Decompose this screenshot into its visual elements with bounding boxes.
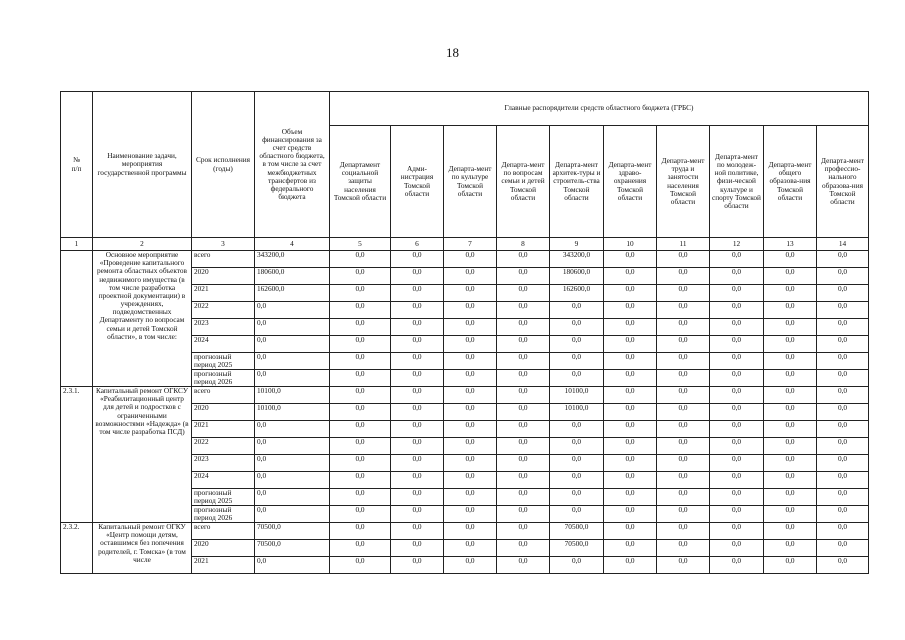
grbs-value-cell: 0,0	[604, 251, 657, 268]
column-number: 10	[604, 238, 657, 251]
grbs-value-cell: 343200,0	[550, 251, 604, 268]
grbs-value-cell: 0,0	[391, 489, 444, 506]
grbs-value-cell: 0,0	[391, 472, 444, 489]
grbs-value-cell: 0,0	[657, 319, 710, 336]
period-cell: прогнозный период 2026	[192, 370, 255, 387]
grbs-value-cell: 0,0	[444, 251, 497, 268]
volume-cell: 0,0	[255, 472, 330, 489]
period-cell: 2022	[192, 438, 255, 455]
grbs-value-cell: 0,0	[657, 557, 710, 574]
grbs-value-cell: 0,0	[657, 251, 710, 268]
header-grbs-10: Департа-мент профессио-нального образова-ния Томской области	[817, 126, 869, 238]
grbs-value-cell: 0,0	[497, 268, 550, 285]
volume-cell: 0,0	[255, 336, 330, 353]
column-number: 6	[391, 238, 444, 251]
column-number: 1	[61, 238, 93, 251]
grbs-value-cell: 0,0	[550, 506, 604, 523]
grbs-value-cell: 0,0	[604, 353, 657, 370]
column-number: 8	[497, 238, 550, 251]
period-cell: 2023	[192, 455, 255, 472]
grbs-value-cell: 0,0	[330, 268, 391, 285]
grbs-value-cell: 0,0	[657, 472, 710, 489]
grbs-value-cell: 0,0	[330, 421, 391, 438]
grbs-value-cell: 162600,0	[550, 285, 604, 302]
table-header	[61, 92, 869, 251]
volume-cell: 0,0	[255, 421, 330, 438]
grbs-value-cell: 0,0	[444, 523, 497, 540]
grbs-value-cell: 0,0	[710, 302, 764, 319]
grbs-value-cell: 0,0	[444, 421, 497, 438]
grbs-value-cell: 0,0	[817, 438, 869, 455]
task-name: Капитальный ремонт ОГКУ «Центр помощи детям, оставшимся без попечения родителей, г. Томска» (в том числе	[93, 523, 192, 574]
grbs-value-cell: 0,0	[657, 336, 710, 353]
table-body	[61, 251, 869, 574]
grbs-value-cell: 0,0	[604, 404, 657, 421]
grbs-value-cell: 0,0	[817, 404, 869, 421]
grbs-value-cell: 0,0	[710, 438, 764, 455]
header-grbs-1: Департамент социальной защиты населения Томской области	[330, 126, 391, 238]
header-grbs-6: Департа-мент здраво-охранения Томской области	[604, 126, 657, 238]
grbs-value-cell: 0,0	[604, 557, 657, 574]
period-cell: 2021	[192, 285, 255, 302]
grbs-value-cell: 0,0	[391, 557, 444, 574]
grbs-value-cell: 0,0	[604, 336, 657, 353]
task-name: Основное мероприятие «Проведение капитального ремонта областных объектов недвижимого имущества (в том числе разработка проектной документации) в учреждениях, подведомственных Департаменту по вопросам семьи и детей Томской области», в том числе:	[93, 251, 192, 387]
volume-cell: 0,0	[255, 506, 330, 523]
column-number: 9	[550, 238, 604, 251]
grbs-value-cell: 0,0	[497, 472, 550, 489]
grbs-value-cell: 0,0	[497, 404, 550, 421]
grbs-value-cell: 0,0	[657, 506, 710, 523]
grbs-value-cell: 0,0	[817, 319, 869, 336]
grbs-value-cell: 0,0	[391, 506, 444, 523]
grbs-value-cell: 0,0	[391, 455, 444, 472]
grbs-value-cell: 0,0	[444, 387, 497, 404]
grbs-value-cell: 0,0	[817, 336, 869, 353]
grbs-value-cell: 0,0	[391, 387, 444, 404]
grbs-value-cell: 0,0	[604, 438, 657, 455]
grbs-value-cell: 0,0	[817, 472, 869, 489]
header-grbs-8: Департа-мент по молодеж-ной политике, физи-ческой культуре и спорту Томской области	[710, 126, 764, 238]
volume-cell: 0,0	[255, 438, 330, 455]
grbs-value-cell: 0,0	[391, 404, 444, 421]
grbs-value-cell: 0,0	[444, 319, 497, 336]
grbs-value-cell: 0,0	[550, 302, 604, 319]
grbs-value-cell: 0,0	[330, 404, 391, 421]
volume-cell: 0,0	[255, 557, 330, 574]
grbs-value-cell: 0,0	[444, 557, 497, 574]
column-number: 11	[657, 238, 710, 251]
grbs-value-cell: 0,0	[710, 353, 764, 370]
grbs-value-cell: 0,0	[550, 319, 604, 336]
grbs-value-cell: 0,0	[444, 302, 497, 319]
grbs-value-cell: 0,0	[550, 438, 604, 455]
header-grbs-2: Адми-нистрация Томской области	[391, 126, 444, 238]
grbs-value-cell: 0,0	[764, 370, 817, 387]
grbs-value-cell: 0,0	[604, 455, 657, 472]
grbs-value-cell: 0,0	[444, 506, 497, 523]
column-number: 3	[192, 238, 255, 251]
grbs-value-cell: 0,0	[444, 336, 497, 353]
grbs-value-cell: 0,0	[391, 336, 444, 353]
header-grbs-5: Департа-мент архитек-туры и строитель-ства Томской области	[550, 126, 604, 238]
grbs-value-cell: 0,0	[764, 455, 817, 472]
grbs-value-cell: 0,0	[710, 336, 764, 353]
grbs-value-cell: 0,0	[657, 523, 710, 540]
grbs-value-cell: 0,0	[604, 523, 657, 540]
grbs-value-cell: 0,0	[764, 387, 817, 404]
row-index	[61, 251, 93, 387]
volume-cell: 70500,0	[255, 540, 330, 557]
grbs-value-cell: 0,0	[764, 421, 817, 438]
period-cell: всего	[192, 523, 255, 540]
grbs-value-cell: 0,0	[330, 336, 391, 353]
grbs-value-cell: 0,0	[710, 506, 764, 523]
grbs-value-cell: 0,0	[817, 370, 869, 387]
grbs-value-cell: 0,0	[550, 557, 604, 574]
volume-cell: 343200,0	[255, 251, 330, 268]
grbs-value-cell: 0,0	[764, 489, 817, 506]
column-number: 4	[255, 238, 330, 251]
grbs-value-cell: 0,0	[764, 268, 817, 285]
grbs-value-cell: 0,0	[391, 353, 444, 370]
grbs-value-cell: 0,0	[657, 302, 710, 319]
volume-cell: 0,0	[255, 489, 330, 506]
grbs-value-cell: 0,0	[330, 387, 391, 404]
grbs-value-cell: 0,0	[817, 302, 869, 319]
grbs-value-cell: 0,0	[550, 455, 604, 472]
page-number: 18	[446, 45, 459, 60]
grbs-value-cell: 0,0	[444, 370, 497, 387]
grbs-value-cell: 0,0	[657, 370, 710, 387]
period-cell: 2021	[192, 557, 255, 574]
grbs-value-cell: 0,0	[657, 421, 710, 438]
grbs-value-cell: 0,0	[764, 540, 817, 557]
period-cell: всего	[192, 387, 255, 404]
grbs-value-cell: 0,0	[330, 455, 391, 472]
grbs-value-cell: 0,0	[764, 302, 817, 319]
grbs-value-cell: 0,0	[330, 540, 391, 557]
grbs-value-cell: 10100,0	[550, 404, 604, 421]
grbs-value-cell: 0,0	[550, 421, 604, 438]
grbs-value-cell: 0,0	[710, 557, 764, 574]
volume-cell: 0,0	[255, 370, 330, 387]
grbs-value-cell: 0,0	[604, 319, 657, 336]
grbs-value-cell: 0,0	[330, 472, 391, 489]
grbs-value-cell: 0,0	[657, 540, 710, 557]
grbs-value-cell: 0,0	[391, 540, 444, 557]
grbs-value-cell: 0,0	[330, 251, 391, 268]
column-number: 2	[93, 238, 192, 251]
grbs-value-cell: 0,0	[817, 540, 869, 557]
grbs-value-cell: 0,0	[550, 472, 604, 489]
table-row	[61, 387, 869, 404]
volume-cell: 180600,0	[255, 268, 330, 285]
grbs-value-cell: 0,0	[817, 455, 869, 472]
grbs-value-cell: 0,0	[550, 336, 604, 353]
header-grbs-3: Департа-мент по культуре Томской области	[444, 126, 497, 238]
header-volume: Объем финансирования за счет средств областного бюджета, в том числе за счет межбюджетных трансфертов из федерального бюджета	[255, 92, 330, 238]
period-cell: всего	[192, 251, 255, 268]
period-cell: 2022	[192, 302, 255, 319]
grbs-value-cell: 0,0	[550, 353, 604, 370]
grbs-value-cell: 0,0	[330, 370, 391, 387]
volume-cell: 0,0	[255, 319, 330, 336]
budget-table	[60, 91, 869, 574]
grbs-value-cell: 0,0	[817, 489, 869, 506]
grbs-value-cell: 0,0	[817, 557, 869, 574]
grbs-value-cell: 0,0	[330, 489, 391, 506]
grbs-value-cell: 0,0	[817, 251, 869, 268]
grbs-value-cell: 0,0	[444, 353, 497, 370]
grbs-value-cell: 0,0	[330, 353, 391, 370]
volume-cell: 162600,0	[255, 285, 330, 302]
grbs-value-cell: 0,0	[817, 523, 869, 540]
grbs-value-cell: 0,0	[710, 489, 764, 506]
period-cell: 2020	[192, 404, 255, 421]
grbs-value-cell: 0,0	[604, 285, 657, 302]
row-index: 2.3.2.	[61, 523, 93, 574]
grbs-value-cell: 0,0	[764, 472, 817, 489]
grbs-value-cell: 0,0	[817, 285, 869, 302]
grbs-value-cell: 0,0	[657, 387, 710, 404]
grbs-value-cell: 0,0	[330, 506, 391, 523]
grbs-value-cell: 0,0	[657, 285, 710, 302]
grbs-value-cell: 0,0	[391, 268, 444, 285]
grbs-value-cell: 0,0	[497, 523, 550, 540]
grbs-value-cell: 0,0	[444, 540, 497, 557]
grbs-value-cell: 0,0	[497, 370, 550, 387]
grbs-value-cell: 0,0	[710, 268, 764, 285]
grbs-value-cell: 0,0	[330, 438, 391, 455]
grbs-value-cell: 0,0	[497, 557, 550, 574]
grbs-value-cell: 0,0	[817, 353, 869, 370]
volume-cell: 70500,0	[255, 523, 330, 540]
period-cell: прогнозный период 2026	[192, 506, 255, 523]
grbs-value-cell: 0,0	[710, 251, 764, 268]
grbs-value-cell: 0,0	[710, 523, 764, 540]
grbs-value-cell: 0,0	[444, 489, 497, 506]
grbs-value-cell: 0,0	[764, 336, 817, 353]
grbs-value-cell: 0,0	[710, 421, 764, 438]
grbs-value-cell: 0,0	[604, 387, 657, 404]
grbs-value-cell: 0,0	[497, 319, 550, 336]
volume-cell: 0,0	[255, 353, 330, 370]
period-cell: 2020	[192, 268, 255, 285]
header-name: Наименование задачи, мероприятия государственной программы	[93, 92, 192, 238]
grbs-value-cell: 0,0	[817, 421, 869, 438]
row-index: 2.3.1.	[61, 387, 93, 523]
grbs-value-cell: 0,0	[710, 370, 764, 387]
grbs-value-cell: 0,0	[710, 319, 764, 336]
header-grbs-4: Департа-мент по вопросам семьи и детей Томской области	[497, 126, 550, 238]
grbs-value-cell: 0,0	[764, 404, 817, 421]
grbs-value-cell: 0,0	[497, 251, 550, 268]
grbs-value-cell: 0,0	[764, 438, 817, 455]
period-cell: прогнозный период 2025	[192, 489, 255, 506]
volume-cell: 0,0	[255, 302, 330, 319]
grbs-value-cell: 0,0	[657, 455, 710, 472]
grbs-value-cell: 0,0	[444, 455, 497, 472]
header-term: Срок исполнения (годы)	[192, 92, 255, 238]
grbs-value-cell: 70500,0	[550, 540, 604, 557]
grbs-value-cell: 0,0	[604, 506, 657, 523]
volume-cell: 10100,0	[255, 387, 330, 404]
grbs-value-cell: 0,0	[497, 353, 550, 370]
grbs-value-cell: 0,0	[497, 336, 550, 353]
grbs-value-cell: 0,0	[391, 302, 444, 319]
grbs-value-cell: 0,0	[444, 268, 497, 285]
column-number: 14	[817, 238, 869, 251]
grbs-value-cell: 0,0	[550, 370, 604, 387]
grbs-value-cell: 10100,0	[550, 387, 604, 404]
grbs-value-cell: 0,0	[710, 455, 764, 472]
grbs-value-cell: 0,0	[604, 489, 657, 506]
table-row	[61, 523, 869, 540]
grbs-value-cell: 0,0	[710, 404, 764, 421]
grbs-value-cell: 0,0	[391, 319, 444, 336]
grbs-value-cell: 0,0	[497, 438, 550, 455]
volume-cell: 10100,0	[255, 404, 330, 421]
period-cell: 2024	[192, 336, 255, 353]
grbs-value-cell: 0,0	[497, 455, 550, 472]
grbs-value-cell: 180600,0	[550, 268, 604, 285]
column-number: 7	[444, 238, 497, 251]
volume-cell: 0,0	[255, 455, 330, 472]
table-row	[61, 251, 869, 268]
header-grbs-title: Главные распорядители средств областного бюджета (ГРБС)	[330, 92, 869, 126]
grbs-value-cell: 0,0	[497, 540, 550, 557]
grbs-value-cell: 0,0	[710, 387, 764, 404]
period-cell: прогнозный период 2025	[192, 353, 255, 370]
grbs-value-cell: 0,0	[391, 421, 444, 438]
grbs-value-cell: 0,0	[444, 404, 497, 421]
period-cell: 2023	[192, 319, 255, 336]
grbs-value-cell: 0,0	[657, 438, 710, 455]
grbs-value-cell: 0,0	[391, 438, 444, 455]
grbs-value-cell: 0,0	[330, 319, 391, 336]
grbs-value-cell: 0,0	[817, 268, 869, 285]
grbs-value-cell: 0,0	[330, 523, 391, 540]
grbs-value-cell: 0,0	[391, 285, 444, 302]
period-cell: 2020	[192, 540, 255, 557]
grbs-value-cell: 0,0	[497, 489, 550, 506]
grbs-value-cell: 0,0	[817, 506, 869, 523]
grbs-value-cell: 0,0	[497, 506, 550, 523]
grbs-value-cell: 0,0	[710, 472, 764, 489]
grbs-value-cell: 0,0	[330, 557, 391, 574]
grbs-value-cell: 0,0	[391, 251, 444, 268]
period-cell: 2024	[192, 472, 255, 489]
grbs-value-cell: 0,0	[604, 421, 657, 438]
grbs-value-cell: 0,0	[604, 370, 657, 387]
grbs-value-cell: 0,0	[604, 540, 657, 557]
grbs-value-cell: 0,0	[657, 404, 710, 421]
task-name: Капитальный ремонт ОГКСУ «Реабилитационный центр для детей и подростков с ограниченными возможностями «Надежда» (в том числе разработка ПСД)	[93, 387, 192, 523]
column-number: 12	[710, 238, 764, 251]
grbs-value-cell: 0,0	[764, 506, 817, 523]
grbs-value-cell: 0,0	[604, 472, 657, 489]
grbs-value-cell: 0,0	[657, 353, 710, 370]
grbs-value-cell: 0,0	[391, 370, 444, 387]
grbs-value-cell: 0,0	[657, 268, 710, 285]
grbs-value-cell: 0,0	[604, 302, 657, 319]
grbs-value-cell: 0,0	[764, 557, 817, 574]
grbs-value-cell: 0,0	[444, 285, 497, 302]
grbs-value-cell: 0,0	[764, 285, 817, 302]
grbs-value-cell: 0,0	[764, 523, 817, 540]
grbs-value-cell: 0,0	[330, 302, 391, 319]
grbs-value-cell: 0,0	[497, 387, 550, 404]
grbs-value-cell: 0,0	[604, 268, 657, 285]
column-number: 13	[764, 238, 817, 251]
column-number: 5	[330, 238, 391, 251]
grbs-value-cell: 0,0	[444, 438, 497, 455]
grbs-value-cell: 0,0	[657, 489, 710, 506]
period-cell: 2021	[192, 421, 255, 438]
header-grbs-9: Департа-мент общего образова-ния Томской области	[764, 126, 817, 238]
grbs-value-cell: 0,0	[497, 302, 550, 319]
grbs-value-cell: 0,0	[444, 472, 497, 489]
grbs-value-cell: 0,0	[391, 523, 444, 540]
grbs-value-cell: 0,0	[764, 251, 817, 268]
grbs-value-cell: 0,0	[550, 489, 604, 506]
grbs-value-cell: 0,0	[710, 285, 764, 302]
grbs-value-cell: 70500,0	[550, 523, 604, 540]
grbs-value-cell: 0,0	[764, 353, 817, 370]
grbs-value-cell: 0,0	[497, 285, 550, 302]
grbs-value-cell: 0,0	[817, 387, 869, 404]
grbs-value-cell: 0,0	[330, 285, 391, 302]
grbs-value-cell: 0,0	[710, 540, 764, 557]
grbs-value-cell: 0,0	[497, 421, 550, 438]
header-grbs-7: Департа-мент труда и занятости населения Томской области	[657, 126, 710, 238]
grbs-value-cell: 0,0	[764, 319, 817, 336]
header-index: № п/п	[61, 92, 93, 238]
